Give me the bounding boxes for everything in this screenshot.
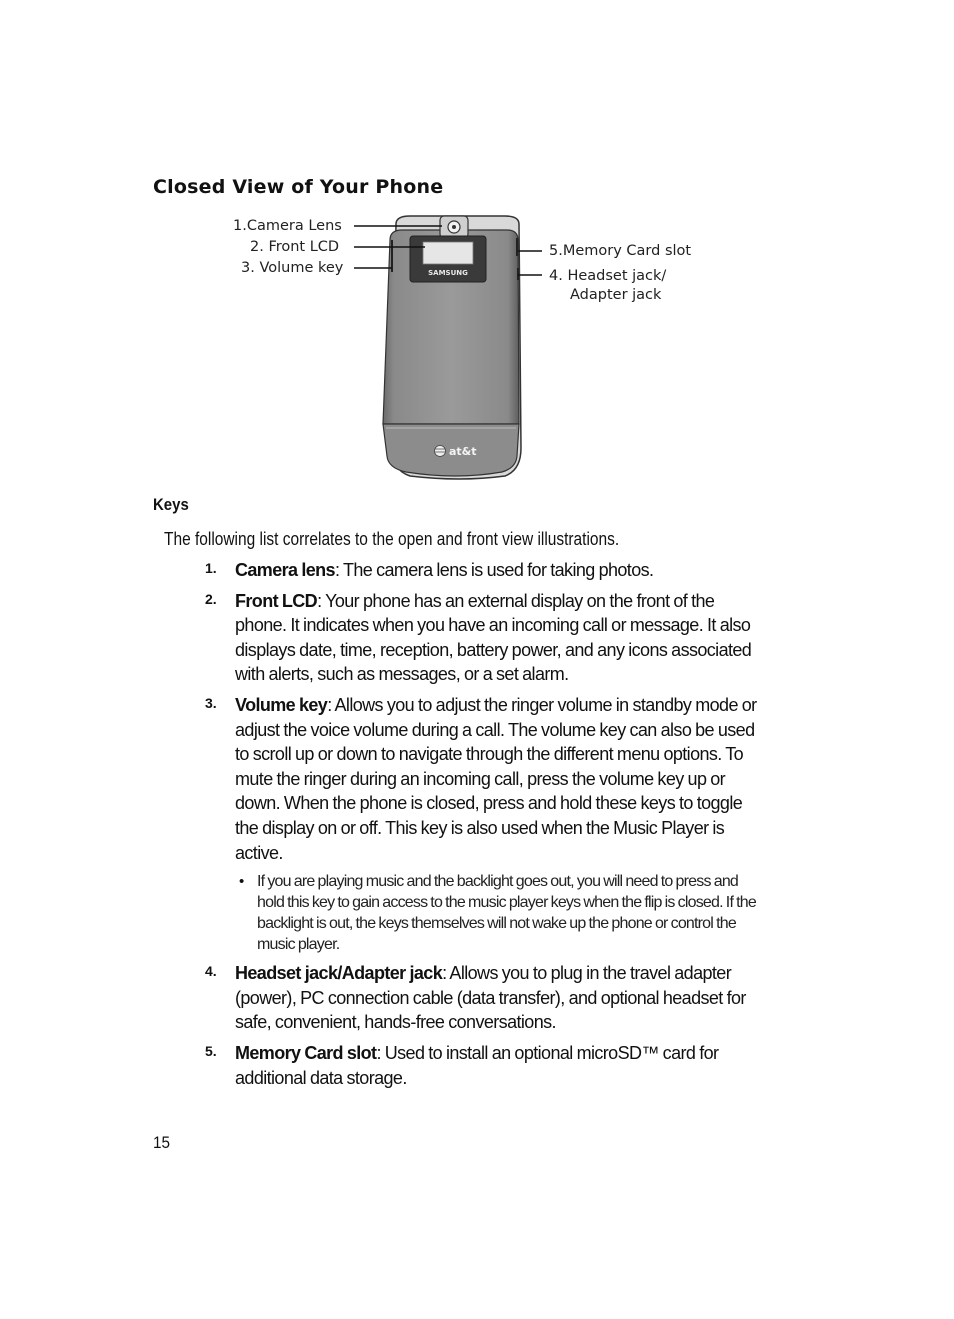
- list-item: [205, 693, 765, 865]
- list-item: [205, 1041, 765, 1090]
- carrier-logo: at&t: [449, 445, 477, 458]
- bullet-dot-icon: •: [239, 873, 245, 891]
- front-lcd-screen: [423, 242, 473, 264]
- phone-closed-figure: [220, 210, 720, 490]
- callout-camera-lens: 1.Camera Lens: [233, 218, 342, 234]
- item-text: : Allows you to plug in the travel adapter (power), PC connection cable (data transfer), and optional headset for safe, convenient, hands-free conversations.: [235, 963, 746, 1033]
- item-number: 5.: [205, 1042, 217, 1059]
- callout-adapter-jack: Adapter jack: [570, 287, 662, 303]
- keys-list: [205, 558, 765, 1096]
- callout-front-lcd: 2. Front LCD: [250, 239, 340, 255]
- callout-volume-key: 3. Volume key: [241, 260, 344, 276]
- callout-memory-card-slot: 5.Memory Card slot: [549, 243, 692, 259]
- callout-headset-jack: 4. Headset jack/: [549, 268, 667, 284]
- item-term: Front LCD: [235, 590, 318, 611]
- item-term: Volume key: [235, 694, 328, 715]
- item-number: 4.: [205, 963, 217, 980]
- item-term: Headset jack/Adapter jack: [235, 963, 443, 984]
- intro-text: The following list correlates to the open and front view illustrations.: [164, 529, 620, 549]
- samsung-logo: SAMSUNG: [428, 269, 468, 277]
- item-text: : Your phone has an external display on the front of the phone. It indicates when you have an incoming call or message. It also displays date, time, reception, battery power, and any icons associated with alerts, such as messages, or a set alarm.: [235, 590, 752, 685]
- item-number: 2.: [205, 590, 217, 607]
- item-term: Memory Card slot: [235, 1042, 377, 1063]
- list-item: [205, 961, 765, 1035]
- item-text: : Allows you to adjust the ringer volume in standby mode or adjust the voice volume during a call. The volume key can also be used to scroll up or down to navigate through the different menu options. To mute the ringer during an incoming call, press the volume key up or down. When the phone is closed, press and hold these keys to toggle the display on or off. This key is also used when the Music Player is active.: [235, 694, 757, 863]
- page-number: 15: [153, 1133, 171, 1152]
- item-number: 1.: [205, 560, 217, 576]
- bullet-text: If you are playing music and the backlight goes out, you will need to press and hold this key to gain access to the music player keys when the flip is closed. If the backlight is out, the keys themselves will not wake up the phone or control the music player.: [257, 873, 756, 954]
- item-text: : Used to install an optional microSD™ card for additional data storage.: [235, 1042, 719, 1088]
- list-item: [205, 558, 765, 583]
- item-term: Camera lens: [235, 560, 335, 580]
- bullet-note: [235, 871, 765, 955]
- att-globe-icon: [435, 446, 446, 457]
- list-item: [205, 589, 765, 687]
- keys-heading: Keys: [153, 495, 189, 514]
- item-number: 3.: [205, 694, 217, 711]
- item-text: : The camera lens is used for taking photos.: [334, 560, 654, 580]
- section-title: Closed View of Your Phone: [153, 176, 444, 198]
